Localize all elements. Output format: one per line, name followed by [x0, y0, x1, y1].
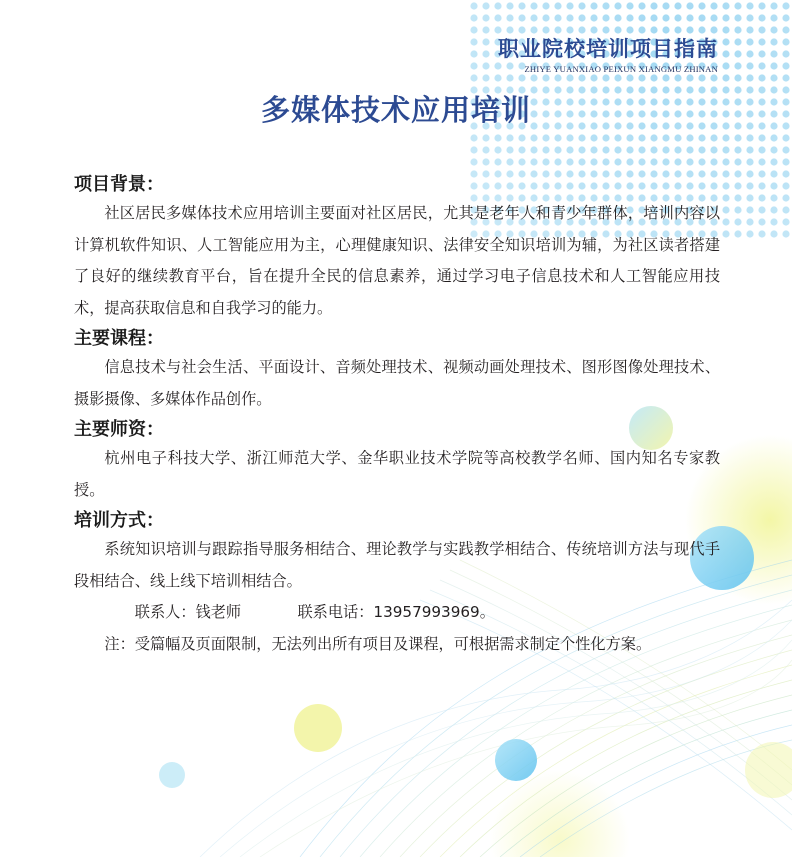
- contact-person: 联系人：钱老师: [134, 603, 242, 621]
- section-text-background: 社区居民多媒体技术应用培训主要面对社区居民，尤其是老年人和青少年群体，培训内容以计算机软件知识、人工智能应用为主，心理健康知识、法律安全知识培训为辅，为社区读者搭建了良好的继续教育平台，旨在提升全民的信息素养，通过学习电子信息技术和人工智能应用技术，提高获取信息和自我学习的能力。: [74, 204, 720, 317]
- series-header: [498, 36, 718, 74]
- document-title: 多媒体技术应用培训: [260, 93, 531, 127]
- section-text-teachers: 杭州电子科技大学、浙江师范大学、金华职业技术学院等高校教学名师、国内知名专家教授。: [74, 449, 720, 499]
- section-heading-courses: 主要课程：: [74, 328, 164, 349]
- contact-phone: 联系电话：13957993969。: [297, 603, 495, 621]
- series-pinyin: ZHIYE YUANXIAO PEIXUN XIANGMU ZHINAN: [524, 64, 718, 74]
- section-heading-method: 培训方式：: [74, 510, 164, 531]
- document-body: [74, 170, 720, 660]
- section-heading-teachers: 主要师资：: [74, 419, 164, 440]
- contact-line: [74, 597, 720, 629]
- section-text-courses: 信息技术与社会生活、平面设计、音频处理技术、视频动画处理技术、图形图像处理技术、摄影摄像、多媒体作品创作。: [74, 358, 720, 408]
- note-text: 注：受篇幅及页面限制，无法列出所有项目及课程，可根据需求制定个性化方案。: [104, 634, 652, 653]
- section-text-method: 系统知识培训与跟踪指导服务相结合、理论教学与实践教学相结合、传统培训方法与现代手段相结合、线上线下培训相结合。: [74, 540, 720, 590]
- series-title: 职业院校培训项目指南: [498, 36, 718, 61]
- section-heading-background: 项目背景：: [74, 174, 164, 195]
